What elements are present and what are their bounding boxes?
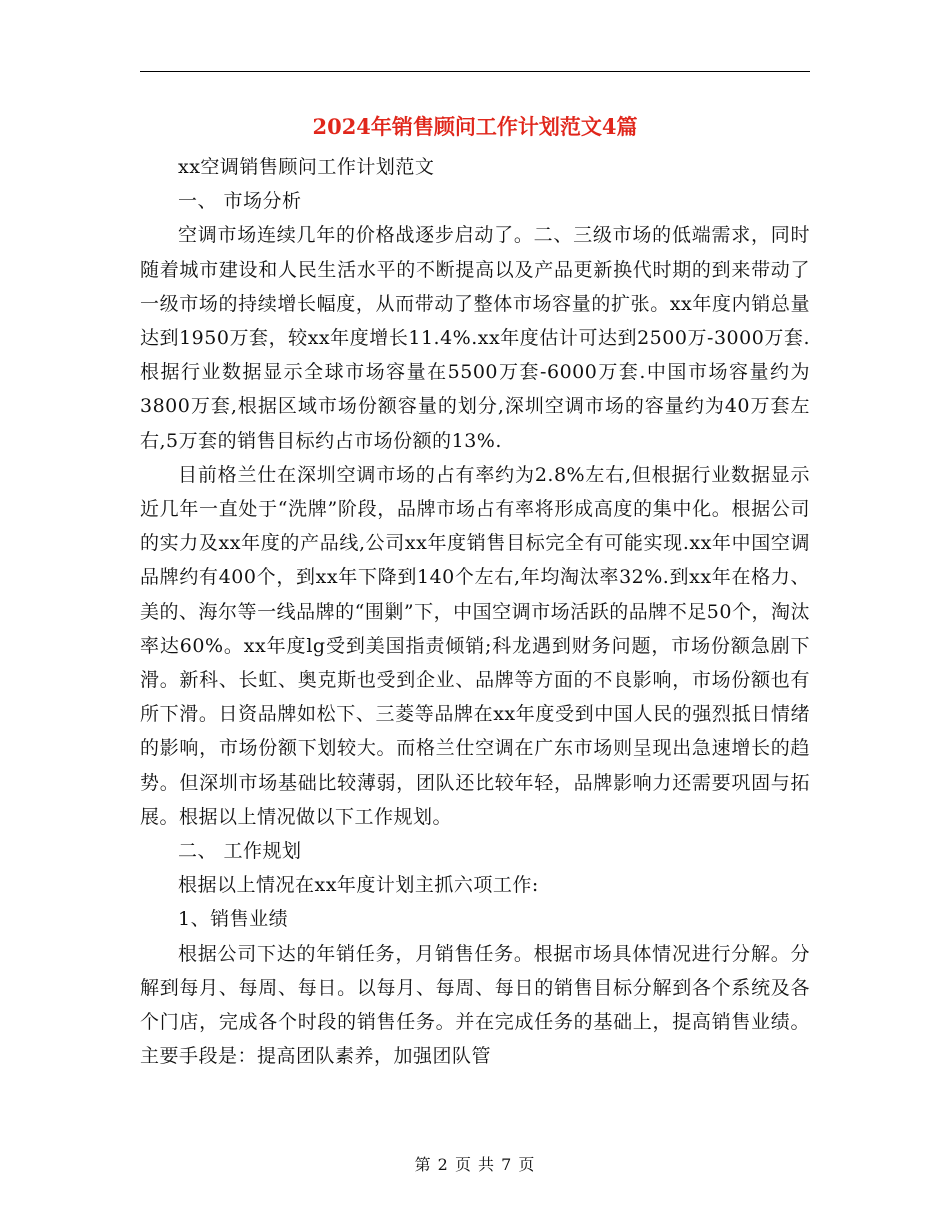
page-footer: 第 2 页 共 7 页 (414, 1155, 536, 1174)
header-rule (140, 71, 810, 72)
document-body (140, 150, 810, 1073)
body-paragraph: 根据公司下达的年销任务，月销售任务。根据市场具体情况进行分解。分解到每月、每周、每日。以每月、每周、每日的销售目标分解到各个系统及各个门店，完成各个时段的销售任务。并在完成任务的基础上，提高销售业绩。主要手段是：提高团队素养，加强团队管 (140, 942, 810, 1068)
body-paragraph: 根据以上情况在xx年度计划主抓六项工作: (178, 874, 539, 897)
body-paragraph: 空调市场连续几年的价格战逐步启动了。二、三级市场的低端需求，同时随着城市建设和人民生活水平的不断提高以及产品更新换代时期的到来带动了一级市场的持续增长幅度，从而带动了整体市场容量的扩张。xx年度内销总量达到1950万套，较xx年度增长11.4%.xx年度估计可达到2500万-3000万套.根据行业数据显示全球市场容量在5500万套-6000万套.中国市场容量约为3800万套,根据区域市场份额容量的划分,深圳空调市场的容量约为40万套左右,5万套的销售目标约占市场份额的13%. (140, 224, 810, 452)
section-heading: 二、 工作规划 (178, 840, 302, 863)
body-paragraph: 目前格兰仕在深圳空调市场的占有率约为2.8%左右,但根据行业数据显示近几年一直处于“洗牌”阶段，品牌市场占有率将形成高度的集中化。根据公司的实力及xx年度的产品线,公司xx年度销售目标完全有可能实现.xx年中国空调品牌约有400个，到xx年下降到140个左右,年均淘汰率32%.到xx年在格力、美的、海尔等一线品牌的“围剿”下，中国空调市场活跃的品牌不足50个，淘汰率达60%。xx年度lg受到美国指责倾销;科龙遇到财务问题，市场份额急剧下滑。新科、长虹、奥克斯也受到企业、品牌等方面的不良影响，市场份额也有所下滑。日资品牌如松下、三菱等品牌在xx年度受到中国人民的强烈抵日情绪的影响，市场份额下划较大。而格兰仕空调在广东市场则呈现出急速增长的趋势。但深圳市场基础比较薄弱，团队还比较年轻，品牌影响力还需要巩固与拓展。根据以上情况做以下工作规划。 (140, 463, 810, 828)
document-title: 2024年销售顾问工作计划范文4篇 (312, 114, 638, 139)
section-heading: xx空调销售顾问工作计划范文 (178, 156, 435, 178)
section-heading: 一、 市场分析 (178, 190, 302, 213)
subsection-heading: 1、销售业绩 (178, 908, 289, 931)
